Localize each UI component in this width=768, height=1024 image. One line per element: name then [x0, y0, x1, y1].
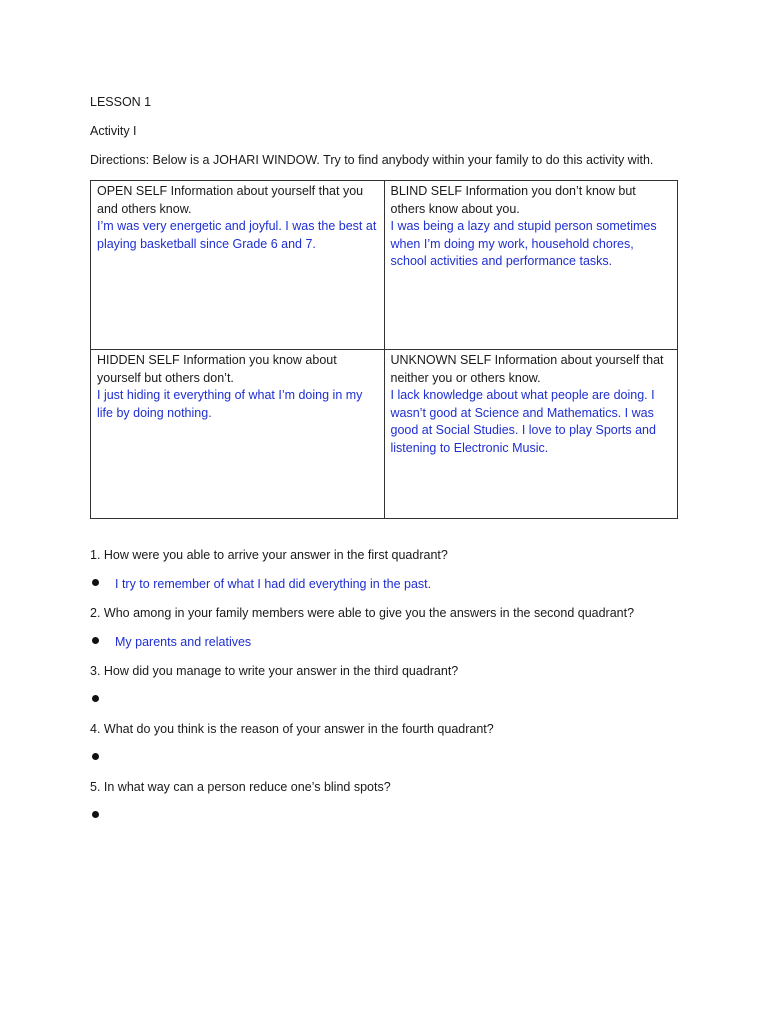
bullet-icon	[92, 637, 99, 644]
hidden-self-label: HIDDEN SELF Information you know about yourself but others don’t.	[97, 353, 337, 385]
open-self-cell	[91, 181, 385, 350]
bullet-icon	[92, 695, 99, 702]
unknown-self-label: UNKNOWN SELF Information about yourself that neither you or others know.	[390, 353, 664, 385]
question-4: 4. What do you think is the reason of your answer in the fourth quadrant?	[90, 722, 494, 736]
open-self-answer: I’m was very energetic and joyful. I was the best at playing basketball since Grade 6 and 7.	[97, 219, 377, 251]
question-5: 5. In what way can a person reduce one’s blind spots?	[90, 780, 391, 794]
blind-self-answer: I was being a lazy and stupid person sometimes when I’m doing my work, household chores, school activities and performance tasks.	[390, 219, 657, 268]
hidden-self-answer: I just hiding it everything of what I’m doing in my life by doing nothing.	[97, 388, 363, 420]
hidden-self-cell	[91, 350, 385, 519]
lesson-heading: LESSON 1	[90, 95, 152, 109]
directions-text: Directions: Below is a JOHARI WINDOW. Try to find anybody within your family to do this activity with.	[90, 153, 654, 167]
answer-1: I try to remember of what I had did everything in the past.	[115, 576, 432, 591]
johari-window-table	[90, 180, 678, 519]
unknown-self-answer: I lack knowledge about what people are doing. I wasn’t good at Science and Mathematics. I was good at Social Studies. I love to play Sports and listening to Electronic Music.	[390, 388, 656, 455]
answer-2-row	[90, 632, 251, 650]
blind-self-label: BLIND SELF Information you don’t know but others know about you.	[390, 184, 636, 216]
open-self-label: OPEN SELF Information about yourself that you and others know.	[97, 184, 364, 216]
question-1: 1. How were you able to arrive your answer in the first quadrant?	[90, 548, 448, 562]
answer-3-row	[90, 690, 115, 708]
bullet-icon	[92, 811, 99, 818]
question-3: 3. How did you manage to write your answer in the third quadrant?	[90, 664, 459, 678]
answer-2: My parents and relatives	[115, 634, 252, 649]
blind-self-cell	[384, 181, 678, 350]
answer-4-row	[90, 748, 115, 766]
bullet-icon	[92, 753, 99, 760]
question-2: 2. Who among in your family members were able to give you the answers in the second quadrant?	[90, 606, 635, 620]
answer-1-row	[90, 574, 431, 592]
activity-heading: Activity I	[90, 124, 137, 138]
bullet-icon	[92, 579, 99, 586]
answer-5-row	[90, 806, 115, 824]
unknown-self-cell	[384, 350, 678, 519]
